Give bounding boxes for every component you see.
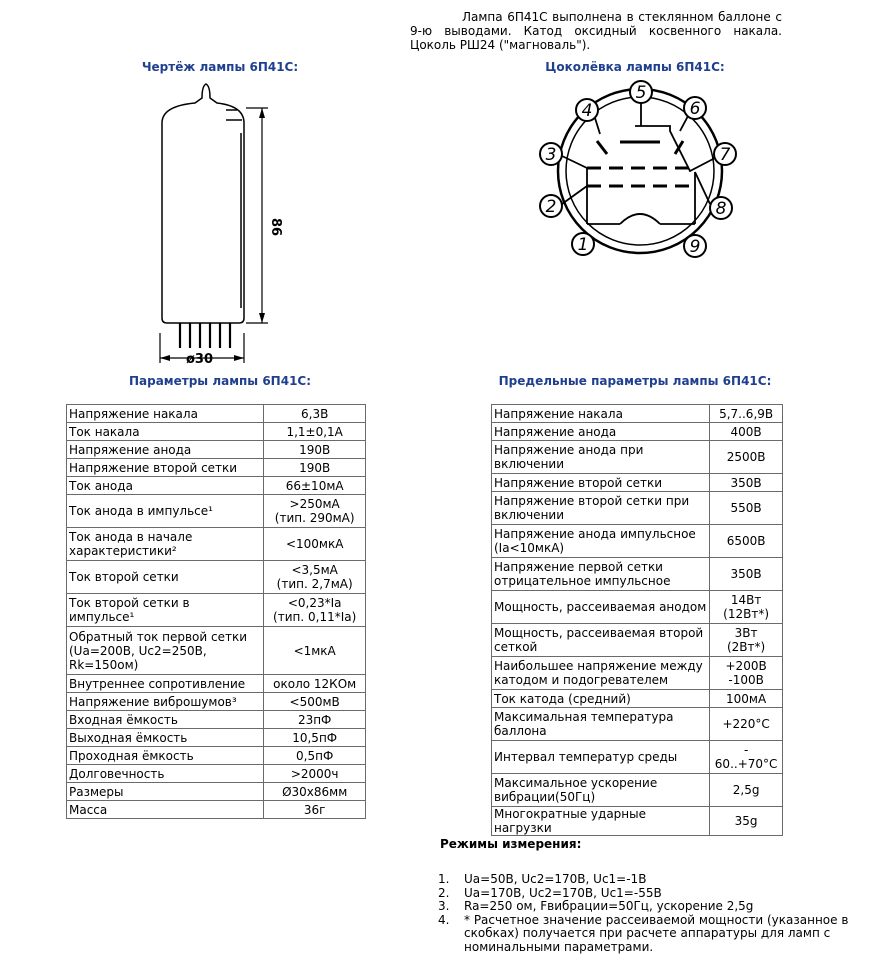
pin-label-8: 8: [715, 199, 727, 219]
modes-title: Режимы измерения:: [440, 837, 582, 851]
param-value: <3,5мА (тип. 2,7мА): [264, 561, 366, 594]
param-value: 350В: [710, 474, 783, 492]
param-name: Напряжение первой сетки отрицательное импульсное: [492, 558, 710, 591]
param-value: 5,7..6,9В: [710, 405, 783, 423]
param-value: <0,23*Ia (тип. 0,11*Ia): [264, 594, 366, 627]
table-row: [492, 807, 783, 836]
param-name: Масса: [67, 801, 264, 819]
param-value: 190В: [264, 459, 366, 477]
param-value: 36г: [264, 801, 366, 819]
param-name: Напряжение анода при включении: [492, 441, 710, 474]
intro-text: Лампа 6П41С выполнена в стеклянном баллоне с 9-ю выводами. Катод оксидный косвенного накала. Цоколь РШ24 ("магноваль").: [410, 10, 782, 52]
param-value: 1,1±0,1А: [264, 423, 366, 441]
list-item-text: Ra=250 ом, Fвибрации=50Гц, ускорение 2,5g: [464, 899, 754, 913]
param-value: Ø30х86мм: [264, 783, 366, 801]
param-name: Напряжение накала: [67, 405, 264, 423]
pin-label-9: 9: [689, 237, 701, 257]
param-name: Входная ёмкость: [67, 711, 264, 729]
table-row: [492, 741, 783, 774]
table-row: [492, 423, 783, 441]
param-name: Наибольшее напряжение между катодом и подогревателем: [492, 657, 710, 690]
param-name: Мощность, рассеиваемая анодом: [492, 591, 710, 624]
param-name: Мощность, рассеиваемая второй сеткой: [492, 624, 710, 657]
pin-label-6: 6: [689, 99, 701, 119]
param-name: Ток второй сетки в импульсе¹: [67, 594, 264, 627]
table-row: [67, 477, 366, 495]
param-name: Максимальная температура баллона: [492, 708, 710, 741]
table-row: [492, 591, 783, 624]
param-value: 10,5пФ: [264, 729, 366, 747]
param-value: 23пФ: [264, 711, 366, 729]
param-name: Выходная ёмкость: [67, 729, 264, 747]
list-item-text: * Расчетное значение рассеиваемой мощности (указанное в скобках) получается при расчете аппаратуры для ламп с номинальными параметрами.: [464, 912, 849, 954]
list-item-number: 3.: [438, 899, 450, 913]
param-name: Ток накала: [67, 423, 264, 441]
param-name: Проходная ёмкость: [67, 747, 264, 765]
param-name: Напряжение анода импульсное (Ia<10мкА): [492, 525, 710, 558]
param-name: Напряжение анода: [492, 423, 710, 441]
pinout-diagram: [525, 76, 755, 266]
pin-label-3: 3: [545, 145, 557, 165]
table-row: [492, 657, 783, 690]
table-row: [492, 708, 783, 741]
table-row: [492, 474, 783, 492]
param-value: 400В: [710, 423, 783, 441]
param-value: 350В: [710, 558, 783, 591]
pinout-title: Цоколёвка лампы 6П41С:: [545, 60, 725, 74]
table-row: [492, 525, 783, 558]
height-label: 86: [268, 218, 283, 237]
param-name: Максимальное ускорение вибрации(50Гц): [492, 774, 710, 807]
param-name: Размеры: [67, 783, 264, 801]
table-row: [67, 675, 366, 693]
param-value: >250мА (тип. 290мА): [264, 495, 366, 528]
limits-title: Предельные параметры лампы 6П41С:: [498, 374, 772, 388]
param-value: около 12КОм: [264, 675, 366, 693]
param-value: 6,3В: [264, 405, 366, 423]
param-value: 100мА: [710, 690, 783, 708]
table-row: [492, 558, 783, 591]
param-name: Напряжение второй сетки при включении: [492, 492, 710, 525]
table-row: [492, 690, 783, 708]
table-row: [492, 405, 783, 423]
table-row: [67, 561, 366, 594]
diameter-label: ø30: [186, 352, 214, 367]
param-value: 2500В: [710, 441, 783, 474]
param-value: <100мкА: [264, 528, 366, 561]
param-value: 550В: [710, 492, 783, 525]
param-value: 14Вт (12Вт*): [710, 591, 783, 624]
params-table: [66, 404, 366, 819]
param-name: Ток катода (средний): [492, 690, 710, 708]
param-value: 2,5g: [710, 774, 783, 807]
list-item-number: 2.: [438, 885, 450, 900]
list-item-text: Ua=170В, Uc2=170В, Uc1=-55В: [464, 885, 662, 900]
param-name: Напряжение второй сетки: [492, 474, 710, 492]
list-item-number: 4.: [438, 912, 450, 927]
table-row: [492, 774, 783, 807]
table-row: [492, 624, 783, 657]
list-item: [438, 887, 858, 901]
param-name: Внутреннее сопротивление: [67, 675, 264, 693]
param-value: 3Вт (2Вт*): [710, 624, 783, 657]
list-item-text: Ua=50В, Uc2=170В, Uc1=-1В: [464, 872, 647, 886]
param-value: >2000ч: [264, 765, 366, 783]
table-row: [67, 594, 366, 627]
table-row: [67, 441, 366, 459]
pin-label-7: 7: [719, 145, 731, 165]
param-value: <1мкА: [264, 627, 366, 675]
table-row: [67, 729, 366, 747]
param-value: +200В -100В: [710, 657, 783, 690]
param-name: Ток анода в начале характеристики²: [67, 528, 264, 561]
table-row: [67, 693, 366, 711]
param-name: Напряжение второй сетки: [67, 459, 264, 477]
pin-label-5: 5: [635, 83, 647, 103]
param-value: 0,5пФ: [264, 747, 366, 765]
table-row: [67, 783, 366, 801]
param-name: Напряжение виброшумов³: [67, 693, 264, 711]
table-row: [67, 528, 366, 561]
param-name: Ток второй сетки: [67, 561, 264, 594]
table-row: [492, 441, 783, 474]
param-name: Долговечность: [67, 765, 264, 783]
modes-list: [438, 873, 858, 954]
table-row: [67, 495, 366, 528]
param-value: 66±10мА: [264, 477, 366, 495]
pin-label-4: 4: [581, 101, 593, 121]
table-row: [67, 747, 366, 765]
list-item: [438, 900, 858, 914]
list-item: [438, 914, 858, 955]
list-item: [438, 873, 858, 887]
params-title: Параметры лампы 6П41С:: [128, 374, 312, 388]
param-name: Ток анода: [67, 477, 264, 495]
param-value: 35g: [710, 807, 783, 836]
pin-label-1: 1: [577, 235, 589, 255]
table-row: [67, 801, 366, 819]
list-item-number: 1.: [438, 872, 450, 886]
param-value: 190В: [264, 441, 366, 459]
param-value: +220°С: [710, 708, 783, 741]
param-value: - 60..+70°С: [710, 741, 783, 774]
table-row: [67, 405, 366, 423]
param-value: <500мВ: [264, 693, 366, 711]
limits-table: [491, 404, 783, 836]
param-name: Ток анода в импульсе¹: [67, 495, 264, 528]
drawing-title: Чертёж лампы 6П41С:: [141, 60, 299, 74]
table-row: [67, 627, 366, 675]
param-name: Напряжение накала: [492, 405, 710, 423]
table-row: [67, 765, 366, 783]
param-name: Интервал температур среды: [492, 741, 710, 774]
table-row: [67, 711, 366, 729]
param-name: Многократные ударные нагрузки: [492, 807, 710, 836]
tube-drawing: [140, 78, 290, 370]
param-name: Напряжение анода: [67, 441, 264, 459]
pin-label-2: 2: [545, 197, 557, 217]
param-value: 6500В: [710, 525, 783, 558]
table-row: [492, 492, 783, 525]
table-row: [67, 423, 366, 441]
table-row: [67, 459, 366, 477]
param-name: Обратный ток первой сетки (Ua=200В, Uc2=250В, Rk=150ом): [67, 627, 264, 675]
